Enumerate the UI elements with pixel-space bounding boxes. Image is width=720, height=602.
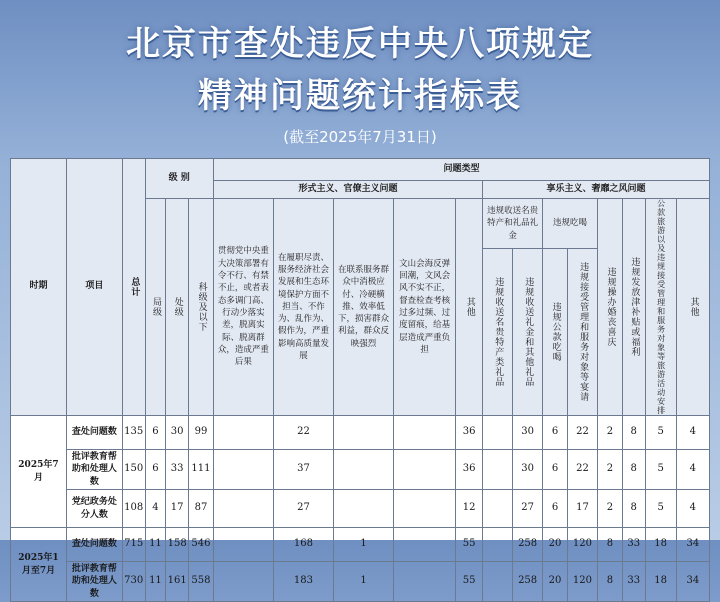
table-row	[11, 450, 710, 490]
value-cell-f3	[334, 450, 394, 490]
header-problem-type: 问题类型	[213, 159, 709, 181]
header-period: 时期	[11, 159, 67, 416]
value-cell-f1	[213, 450, 273, 490]
value-cell-f2: 27	[273, 490, 333, 528]
page-title-line2: 精神问题统计指标表	[198, 76, 522, 116]
value-cell-total: 135	[122, 416, 145, 450]
value-cell-gift-b: 258	[513, 562, 543, 602]
value-cell-wedding: 2	[597, 416, 622, 450]
value-cell-gift-a	[483, 416, 513, 450]
value-cell-f4	[394, 528, 456, 562]
period-cell: 2025年1月至7月	[11, 528, 67, 602]
value-cell-dine-b: 22	[567, 450, 597, 490]
value-cell-f1	[213, 490, 273, 528]
value-cell-section: 111	[189, 450, 214, 490]
value-cell-f1	[213, 528, 273, 562]
value-cell-bureau: 11	[145, 562, 166, 602]
value-cell-section: 546	[189, 528, 214, 562]
header-level-division: 处级	[166, 199, 189, 416]
value-cell-f3: 1	[334, 562, 394, 602]
value-cell-total: 108	[122, 490, 145, 528]
value-cell-f-other: 55	[456, 562, 483, 602]
header-dining-b: 违规接受管理和服务对象等宴请	[567, 248, 597, 415]
header-dining: 违规吃喝	[543, 199, 598, 249]
value-cell-division: 30	[166, 416, 189, 450]
value-cell-travel: 5	[645, 450, 676, 490]
value-cell-section: 558	[189, 562, 214, 602]
value-cell-travel: 18	[645, 528, 676, 562]
item-cell: 查处问题数	[66, 416, 122, 450]
item-cell: 党纪政务处分人数	[66, 490, 122, 528]
header-hedonism-other: 其他	[676, 199, 709, 416]
value-cell-f3	[334, 416, 394, 450]
value-cell-dine-a: 20	[543, 528, 568, 562]
value-cell-allowance: 33	[622, 528, 645, 562]
value-cell-gift-a	[483, 562, 513, 602]
value-cell-h-other: 4	[676, 490, 709, 528]
statistics-table-container	[10, 158, 710, 599]
header-level: 级 别	[145, 159, 213, 199]
header-travel: 公款旅游以及违规接受管理和服务对象等旅游活动安排	[645, 199, 676, 416]
table-row	[11, 562, 710, 602]
page-title-line1: 北京市查处违反中央八项规定	[126, 24, 594, 64]
value-cell-f-other: 12	[456, 490, 483, 528]
header-gifts-a: 违规收送名贵特产类礼品	[483, 248, 513, 415]
header-dining-a: 违规公款吃喝	[543, 248, 568, 415]
value-cell-division: 161	[166, 562, 189, 602]
value-cell-dine-b: 22	[567, 416, 597, 450]
item-cell: 批评教育帮助和处理人数	[66, 562, 122, 602]
value-cell-f2: 168	[273, 528, 333, 562]
table-row	[11, 490, 710, 528]
header-total: 总计	[122, 159, 145, 416]
header-level-bureau: 局级	[145, 199, 166, 416]
value-cell-allowance: 8	[622, 450, 645, 490]
value-cell-gift-a	[483, 528, 513, 562]
value-cell-f3	[334, 490, 394, 528]
page-subtitle: (截至2025年7月31日)	[283, 128, 437, 146]
value-cell-f1	[213, 416, 273, 450]
value-cell-wedding: 2	[597, 450, 622, 490]
value-cell-dine-a: 20	[543, 562, 568, 602]
header-formalism-4: 文山会海反弹回潮，文风会风不实不正，督查检查考核过多过频、过度留痕，给基层造成严重负担	[394, 199, 456, 416]
value-cell-bureau: 6	[145, 416, 166, 450]
value-cell-travel: 5	[645, 416, 676, 450]
item-cell: 查处问题数	[66, 528, 122, 562]
period-cell: 2025年7月	[11, 416, 67, 528]
value-cell-dine-b: 17	[567, 490, 597, 528]
value-cell-dine-b: 120	[567, 528, 597, 562]
header-formalism-1: 贯彻党中央重大决策部署有令不行、有禁不止，或者表态多调门高、行动少落实差，脱离实际、脱离群众，造成严重后果	[213, 199, 273, 416]
header-allowance: 违规发放津补贴或福利	[622, 199, 645, 416]
value-cell-bureau: 4	[145, 490, 166, 528]
value-cell-gift-a	[483, 490, 513, 528]
value-cell-f-other: 36	[456, 416, 483, 450]
value-cell-gift-b: 30	[513, 416, 543, 450]
value-cell-bureau: 6	[145, 450, 166, 490]
value-cell-f-other: 36	[456, 450, 483, 490]
value-cell-gift-b: 258	[513, 528, 543, 562]
value-cell-f3: 1	[334, 528, 394, 562]
value-cell-f4	[394, 490, 456, 528]
value-cell-gift-a	[483, 450, 513, 490]
value-cell-bureau: 11	[145, 528, 166, 562]
value-cell-f4	[394, 416, 456, 450]
value-cell-division: 17	[166, 490, 189, 528]
value-cell-total: 715	[122, 528, 145, 562]
table-row	[11, 416, 710, 450]
header-weddings: 违规操办婚丧喜庆	[597, 199, 622, 416]
header-formalism-2: 在履职尽责、服务经济社会发展和生态环境保护方面不担当、不作为、乱作为、假作为，严重影响高质量发展	[273, 199, 333, 416]
value-cell-gift-b: 30	[513, 450, 543, 490]
value-cell-division: 33	[166, 450, 189, 490]
value-cell-h-other: 34	[676, 562, 709, 602]
value-cell-total: 730	[122, 562, 145, 602]
value-cell-allowance: 8	[622, 416, 645, 450]
value-cell-total: 150	[122, 450, 145, 490]
header-formalism: 形式主义、官僚主义问题	[213, 181, 482, 199]
value-cell-dine-a: 6	[543, 416, 568, 450]
value-cell-h-other: 4	[676, 416, 709, 450]
value-cell-section: 87	[189, 490, 214, 528]
value-cell-f1	[213, 562, 273, 602]
value-cell-f2: 183	[273, 562, 333, 602]
value-cell-wedding: 8	[597, 528, 622, 562]
table-row	[11, 528, 710, 562]
value-cell-f4	[394, 562, 456, 602]
item-cell: 批评教育帮助和处理人数	[66, 450, 122, 490]
value-cell-allowance: 33	[622, 562, 645, 602]
value-cell-section: 99	[189, 416, 214, 450]
value-cell-travel: 18	[645, 562, 676, 602]
value-cell-allowance: 8	[622, 490, 645, 528]
statistics-table	[10, 158, 710, 602]
header-gifts-b: 违规收送礼金和其他礼品	[513, 248, 543, 415]
value-cell-dine-b: 120	[567, 562, 597, 602]
header-level-section: 科级及以下	[189, 199, 214, 416]
value-cell-f2: 22	[273, 416, 333, 450]
header-item: 项目	[66, 159, 122, 416]
value-cell-dine-a: 6	[543, 490, 568, 528]
value-cell-h-other: 34	[676, 528, 709, 562]
header-gifts: 违规收送名贵特产和礼品礼金	[483, 199, 543, 249]
value-cell-travel: 5	[645, 490, 676, 528]
value-cell-wedding: 2	[597, 490, 622, 528]
value-cell-f-other: 55	[456, 528, 483, 562]
header-formalism-other: 其他	[456, 199, 483, 416]
table-body	[11, 416, 710, 602]
header-hedonism: 享乐主义、奢靡之风问题	[483, 181, 710, 199]
value-cell-f2: 37	[273, 450, 333, 490]
value-cell-dine-a: 6	[543, 450, 568, 490]
value-cell-gift-b: 27	[513, 490, 543, 528]
value-cell-f4	[394, 450, 456, 490]
header-formalism-3: 在联系服务群众中消极应付、冷硬横推、效率低下，损害群众利益，群众反映强烈	[334, 199, 394, 416]
value-cell-wedding: 8	[597, 562, 622, 602]
value-cell-division: 158	[166, 528, 189, 562]
value-cell-h-other: 4	[676, 450, 709, 490]
